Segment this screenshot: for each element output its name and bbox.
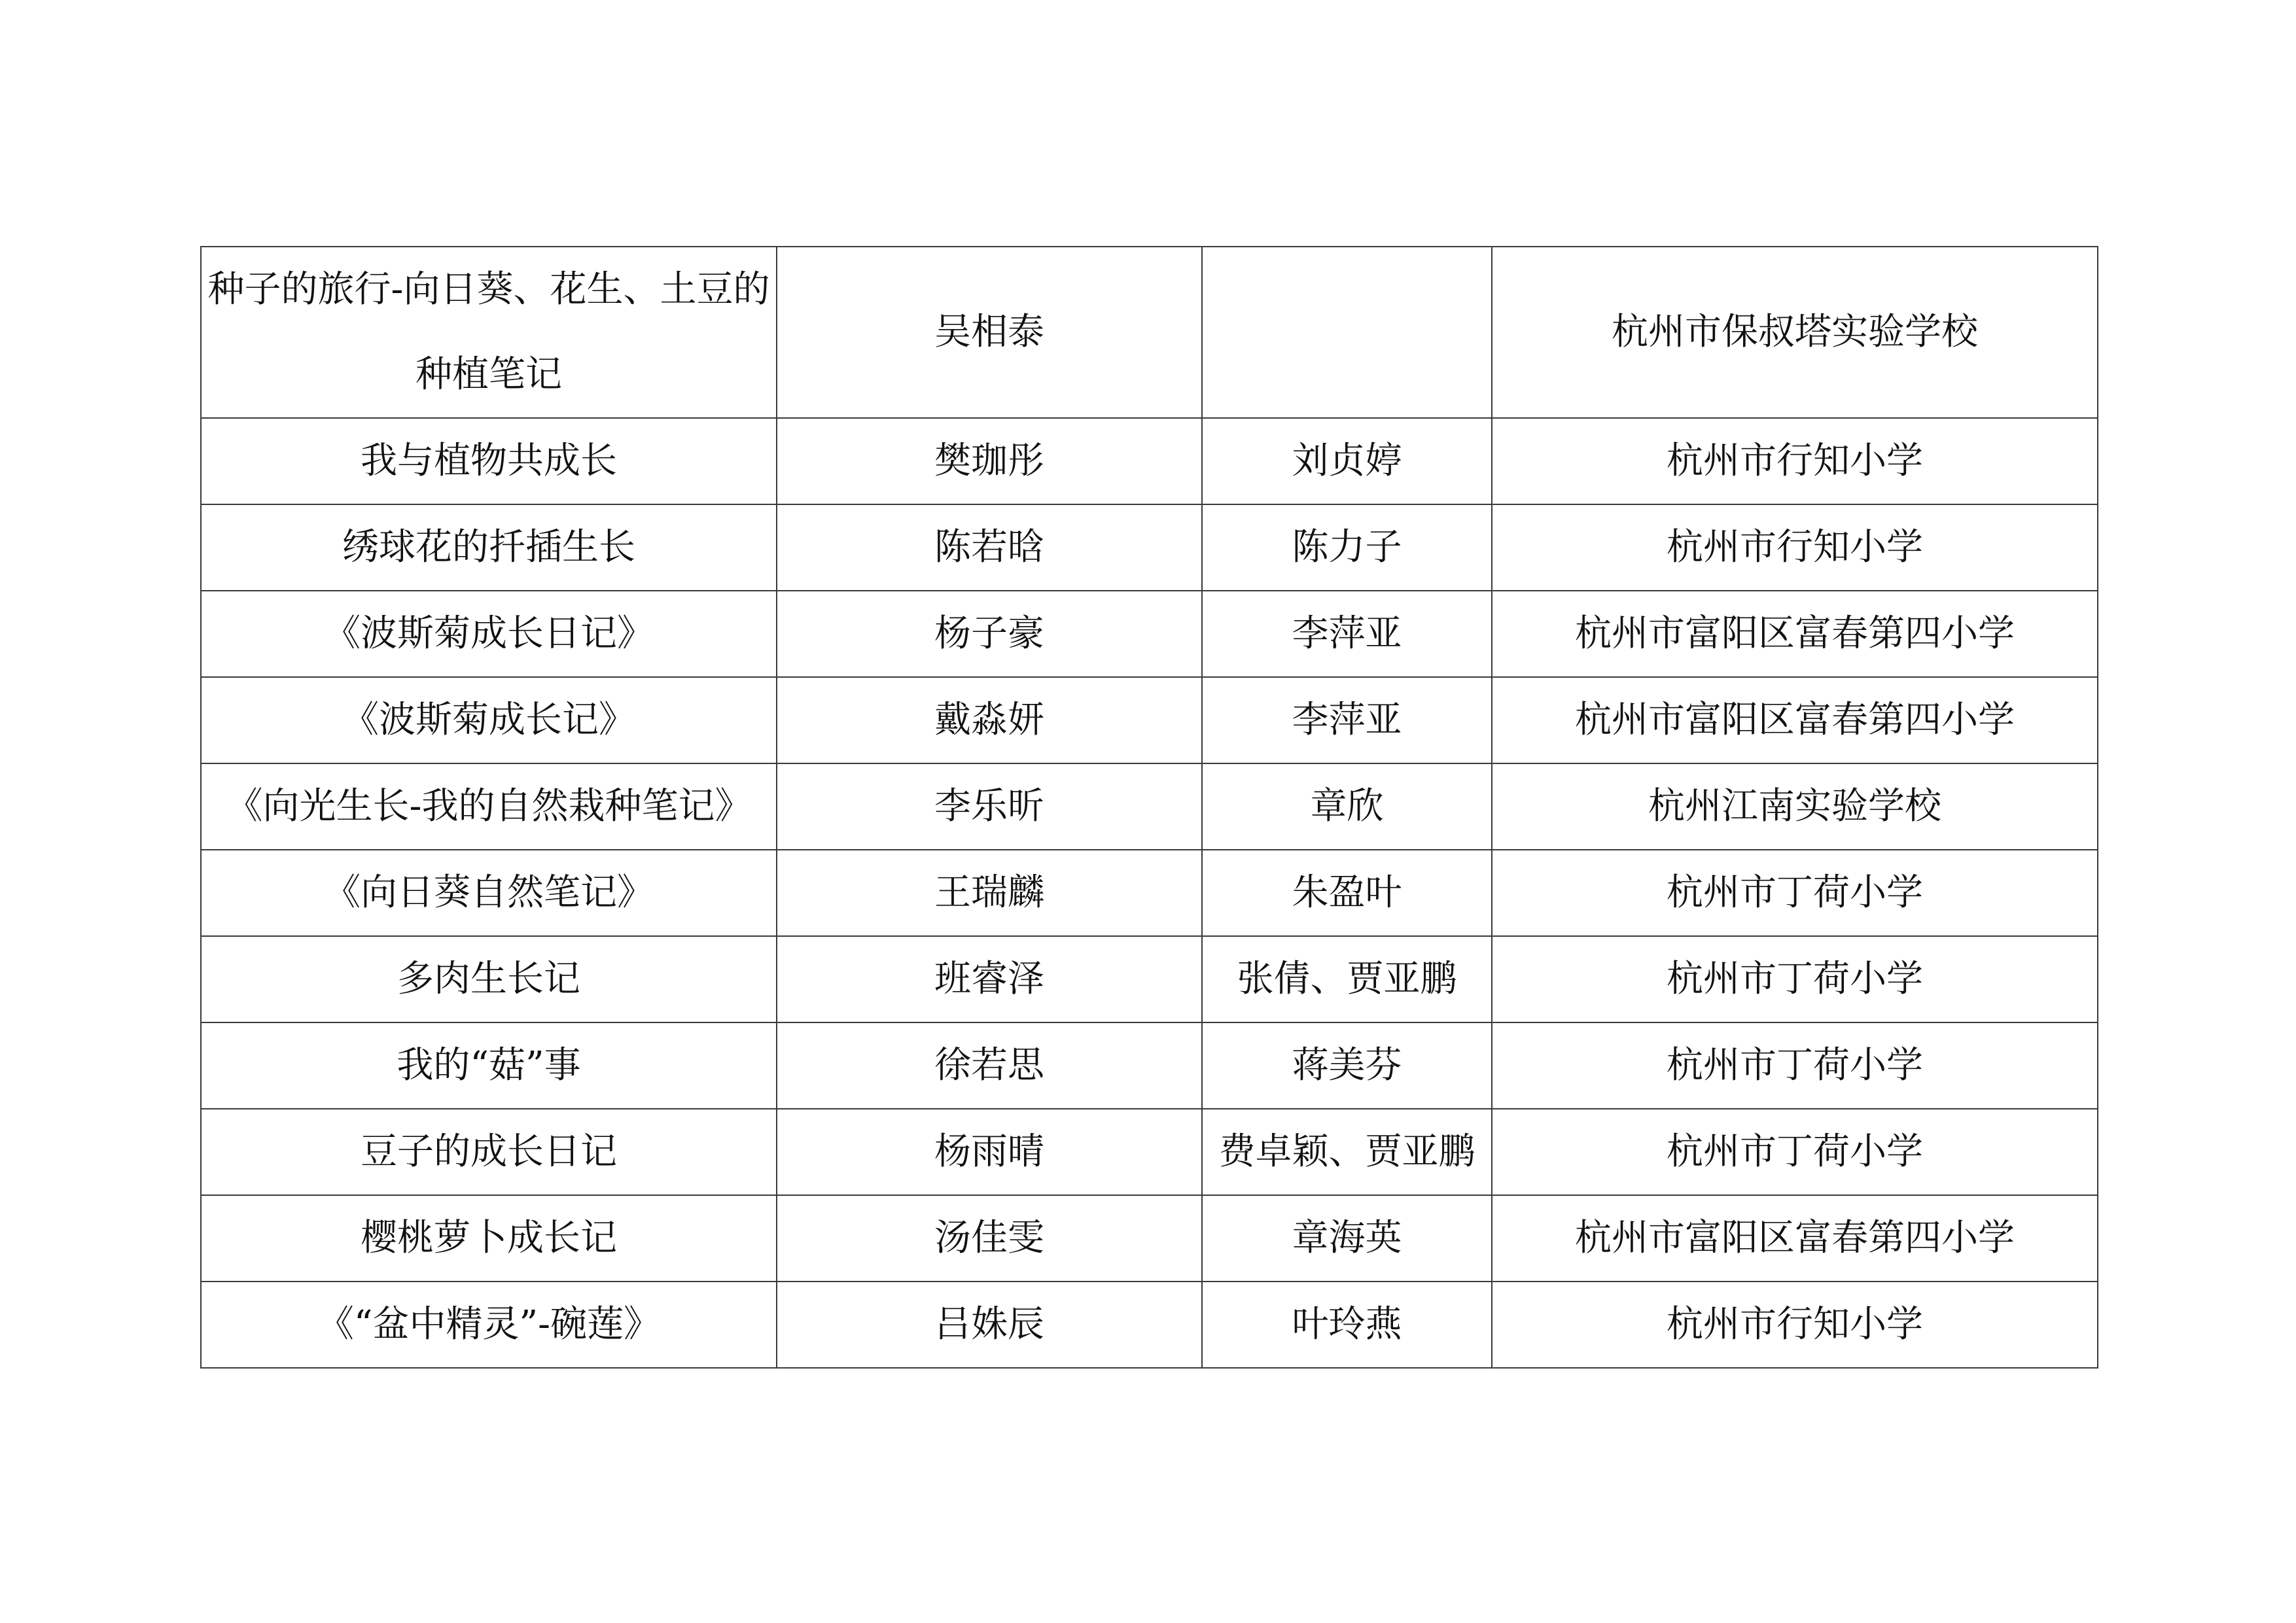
school-name-cell: 杭州市丁荷小学 (1492, 850, 2098, 936)
work-title-cell: 《波斯菊成长记》 (201, 677, 777, 763)
work-title-cell: 《波斯菊成长日记》 (201, 591, 777, 677)
student-name-cell: 徐若思 (777, 1022, 1202, 1109)
student-name-cell: 杨子豪 (777, 591, 1202, 677)
work-title-cell: 《向日葵自然笔记》 (201, 850, 777, 936)
student-name-cell: 吴相泰 (777, 247, 1202, 418)
teacher-name-cell: 叶玲燕 (1202, 1282, 1492, 1368)
teacher-name-cell: 章欣 (1202, 763, 1492, 850)
school-name-cell: 杭州市丁荷小学 (1492, 1022, 2098, 1109)
school-name-cell: 杭州市富阳区富春第四小学 (1492, 591, 2098, 677)
teacher-name-cell (1202, 247, 1492, 418)
work-title-cell: 《向光生长-我的自然栽种笔记》 (201, 763, 777, 850)
table-row (201, 1022, 2098, 1109)
work-title-cell: 种子的旅行-向日葵、花生、土豆的种植笔记 (201, 247, 777, 418)
student-name-cell: 戴淼妍 (777, 677, 1202, 763)
work-title-cell: 豆子的成长日记 (201, 1109, 777, 1195)
work-title-cell: 《“盆中精灵”-碗莲》 (201, 1282, 777, 1368)
student-name-cell: 班睿泽 (777, 936, 1202, 1022)
awards-table (200, 246, 2098, 1369)
student-name-cell: 吕姝辰 (777, 1282, 1202, 1368)
student-name-cell: 李乐昕 (777, 763, 1202, 850)
table-row (201, 1195, 2098, 1282)
student-name-cell: 汤佳雯 (777, 1195, 1202, 1282)
teacher-name-cell: 蒋美芬 (1202, 1022, 1492, 1109)
student-name-cell: 陈若晗 (777, 504, 1202, 591)
work-title-cell: 我与植物共成长 (201, 418, 777, 504)
teacher-name-cell: 朱盈叶 (1202, 850, 1492, 936)
student-name-cell: 樊珈彤 (777, 418, 1202, 504)
student-name-cell: 王瑞麟 (777, 850, 1202, 936)
table-row (201, 418, 2098, 504)
teacher-name-cell: 费卓颖、贾亚鹏 (1202, 1109, 1492, 1195)
school-name-cell: 杭州市丁荷小学 (1492, 936, 2098, 1022)
teacher-name-cell: 陈力子 (1202, 504, 1492, 591)
teacher-name-cell: 章海英 (1202, 1195, 1492, 1282)
teacher-name-cell: 李萍亚 (1202, 677, 1492, 763)
work-title-cell: 樱桃萝卜成长记 (201, 1195, 777, 1282)
table-row (201, 850, 2098, 936)
table-row (201, 763, 2098, 850)
school-name-cell: 杭州市丁荷小学 (1492, 1109, 2098, 1195)
school-name-cell: 杭州市行知小学 (1492, 418, 2098, 504)
school-name-cell: 杭州市行知小学 (1492, 504, 2098, 591)
school-name-cell: 杭州市保叔塔实验学校 (1492, 247, 2098, 418)
table-row (201, 936, 2098, 1022)
teacher-name-cell: 李萍亚 (1202, 591, 1492, 677)
table-row (201, 677, 2098, 763)
school-name-cell: 杭州市富阳区富春第四小学 (1492, 1195, 2098, 1282)
teacher-name-cell: 张倩、贾亚鹏 (1202, 936, 1492, 1022)
work-title-cell: 多肉生长记 (201, 936, 777, 1022)
work-title-cell: 绣球花的扦插生长 (201, 504, 777, 591)
table-row (201, 504, 2098, 591)
work-title-cell: 我的“菇”事 (201, 1022, 777, 1109)
student-name-cell: 杨雨晴 (777, 1109, 1202, 1195)
table-row (201, 1282, 2098, 1368)
teacher-name-cell: 刘贞婷 (1202, 418, 1492, 504)
school-name-cell: 杭州市行知小学 (1492, 1282, 2098, 1368)
school-name-cell: 杭州市富阳区富春第四小学 (1492, 677, 2098, 763)
table-row (201, 591, 2098, 677)
table-row (201, 247, 2098, 418)
school-name-cell: 杭州江南实验学校 (1492, 763, 2098, 850)
table-row (201, 1109, 2098, 1195)
